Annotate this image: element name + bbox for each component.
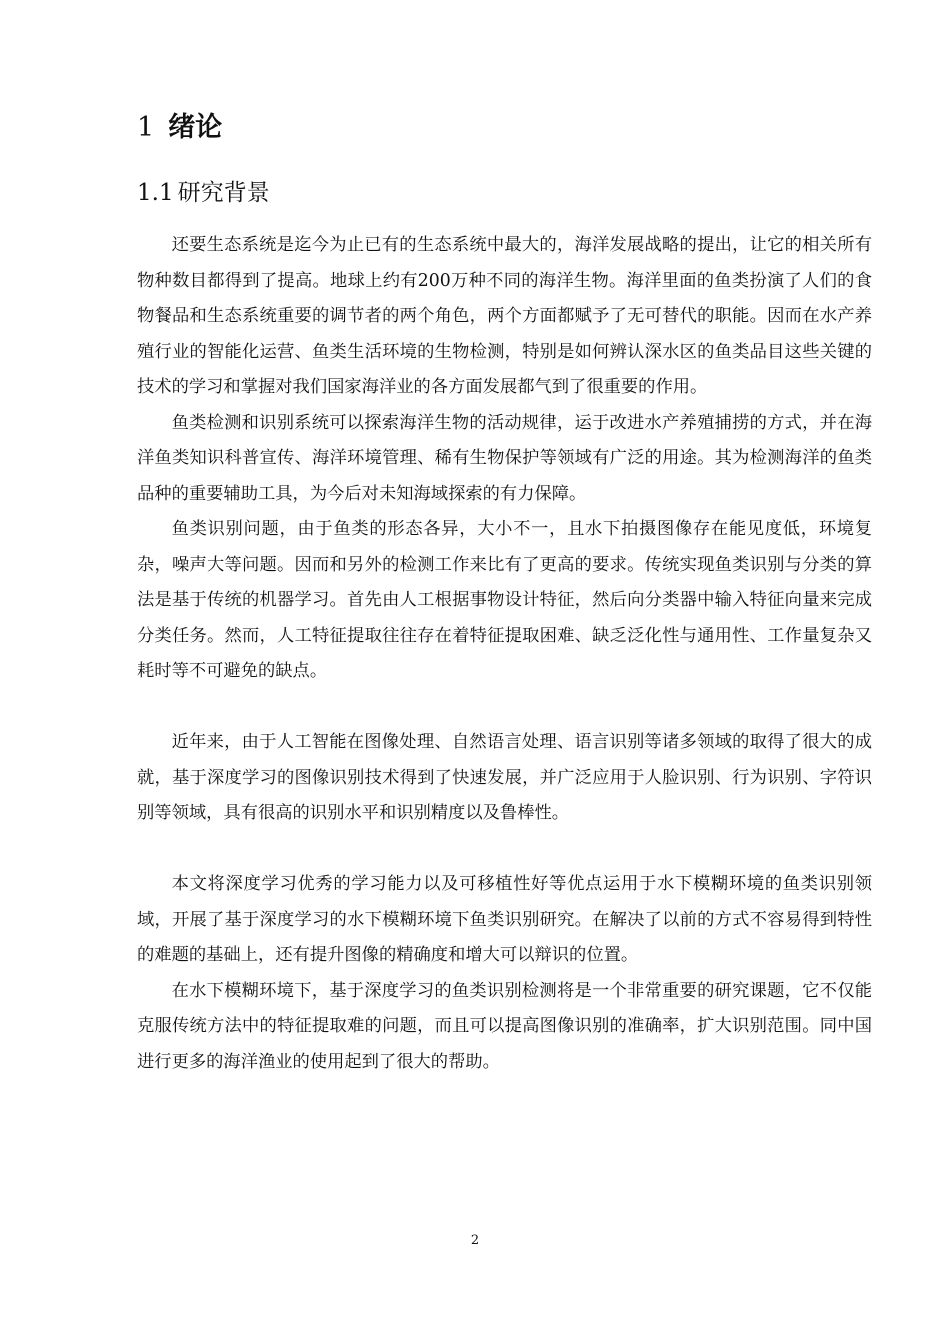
section-title: 研究背景 (177, 180, 270, 206)
body-text (137, 228, 872, 1080)
chapter-title: 绪论 (168, 112, 223, 143)
chapter-number: 1 (137, 112, 155, 143)
section-number: 1.1 (137, 180, 174, 206)
paragraph-1: 还要生态系统是迄今为止已有的生态系统中最大的，海洋发展战略的提出，让它的相关所有物种数目都得到了提高。地球上约有200万种不同的海洋生物。海洋里面的鱼类扮演了人们的食物餐品和生态系统重要的调节者的两个角色，两个方面都赋予了无可替代的职能。因而在水产养殖行业的智能化运营、鱼类生活环境的生物检测，特别是如何辨认深水区的鱼类品目这些关键的技术的学习和掌握对我们国家海洋业的各方面发展都气到了很重要的作用。 (137, 235, 872, 397)
section-heading (137, 175, 270, 211)
page-number: 2 (470, 1233, 480, 1248)
chapter-heading (137, 108, 222, 148)
paragraph-6: 在水下模糊环境下，基于深度学习的鱼类识别检测将是一个非常重要的研究课题，它不仅能克服传统方法中的特征提取难的问题，而且可以提高图像识别的准确率，扩大识别范围。同中国进行更多的海洋渔业的使用起到了很大的帮助。 (137, 980, 872, 1072)
paragraph-4: 近年来，由于人工智能在图像处理、自然语言处理、语言识别等诸多领域的取得了很大的成就，基于深度学习的图像识别技术得到了快速发展，并广泛应用于人脸识别、行为识别、字符识别等领域，具有很高的识别水平和识别精度以及鲁棒性。 (137, 732, 872, 823)
paragraph-2: 鱼类检测和识别系统可以探索海洋生物的活动规律，运于改进水产养殖捕捞的方式，并在海洋鱼类知识科普宣传、海洋环境管理、稀有生物保护等领域有广泛的用途。其为检测海洋的鱼类品种的重要辅助工具，为今后对未知海域探索的有力保障。 (137, 412, 872, 504)
paragraph-5: 本文将深度学习优秀的学习能力以及可移植性好等优点运用于水下模糊环境的鱼类识别领域，开展了基于深度学习的水下模糊环境下鱼类识别研究。在解决了以前的方式不容易得到特性的难题的基础上，还有提升图像的精确度和增大可以辩识的位置。 (137, 874, 872, 965)
paragraph-3: 鱼类识别问题，由于鱼类的形态各异，大小不一，且水下拍摄图像存在能见度低，环境复杂，噪声大等问题。因而和另外的检测工作来比有了更高的要求。传统实现鱼类识别与分类的算法是基于传统的机器学习。首先由人工根据事物设计特征，然后向分类器中输入特征向量来完成分类任务。然而，人工特征提取往往存在着特征提取困难、缺乏泛化性与通用性、工作量复杂又耗时等不可避免的缺点。 (137, 519, 872, 681)
